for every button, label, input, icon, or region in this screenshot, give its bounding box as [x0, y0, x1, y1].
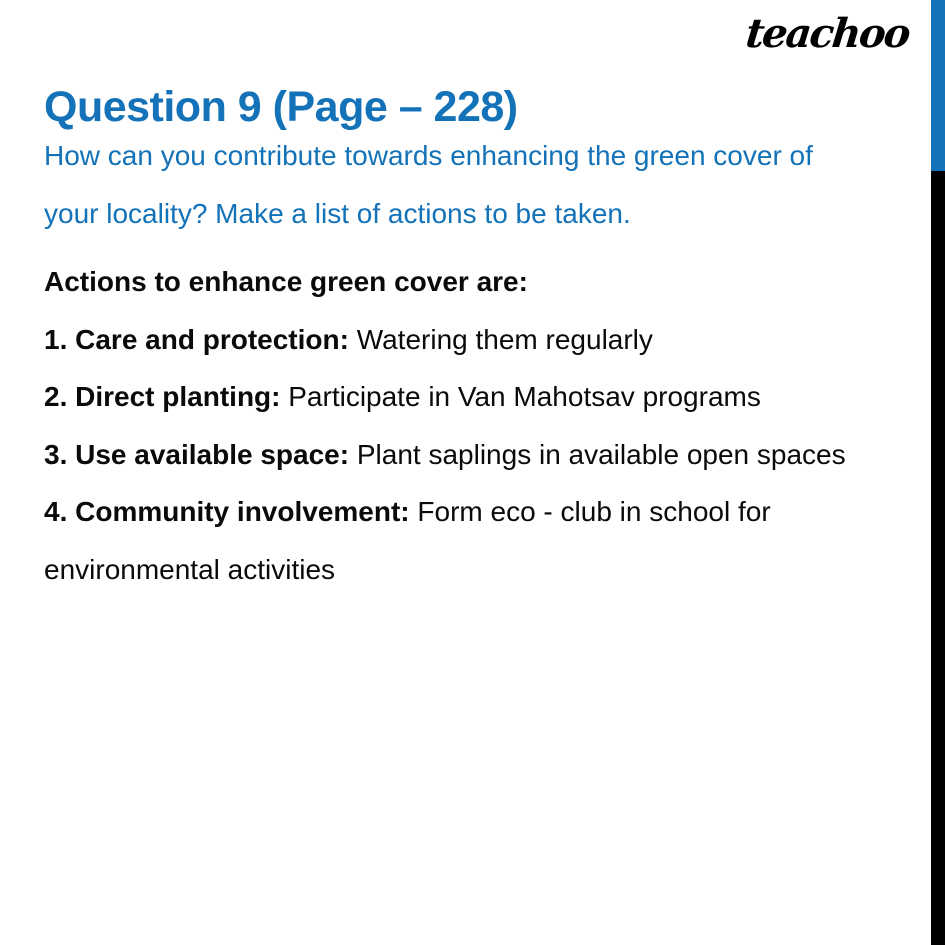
question-text — [44, 127, 813, 242]
answer-item-label: 3. Use available space: — [44, 438, 350, 470]
answer-item-label: 4. Community involvement: — [44, 496, 410, 528]
page-title: Question 9 (Page – 228) — [44, 82, 518, 131]
answer-block — [44, 253, 846, 599]
answer-item-label: 2. Direct planting: — [44, 381, 281, 413]
answer-item — [44, 368, 846, 426]
answer-item — [44, 483, 846, 541]
answer-item — [44, 311, 846, 369]
answer-item-label: 1. Care and protection: — [44, 323, 349, 355]
question-line: How can you contribute towards enhancing the green cover of — [44, 140, 813, 171]
answer-item-continuation — [44, 541, 846, 599]
teachoo-logo: teachoo — [743, 10, 912, 57]
accent-bar-black — [931, 171, 945, 945]
accent-bar-blue — [931, 0, 945, 171]
question-line: your locality? Make a list of actions to be taken. — [44, 197, 631, 229]
answer-item — [44, 426, 846, 484]
answer-item-text: Plant saplings in available open spaces — [349, 438, 846, 470]
answer-item-text: Form eco - club in school for — [409, 496, 771, 528]
answer-heading: Actions to enhance green cover are: — [44, 266, 528, 297]
answer-item-text: Participate in Van Mahotsav programs — [280, 381, 761, 413]
answer-item-text: Watering them regularly — [348, 323, 653, 355]
answer-item-text: environmental activities — [44, 553, 336, 585]
